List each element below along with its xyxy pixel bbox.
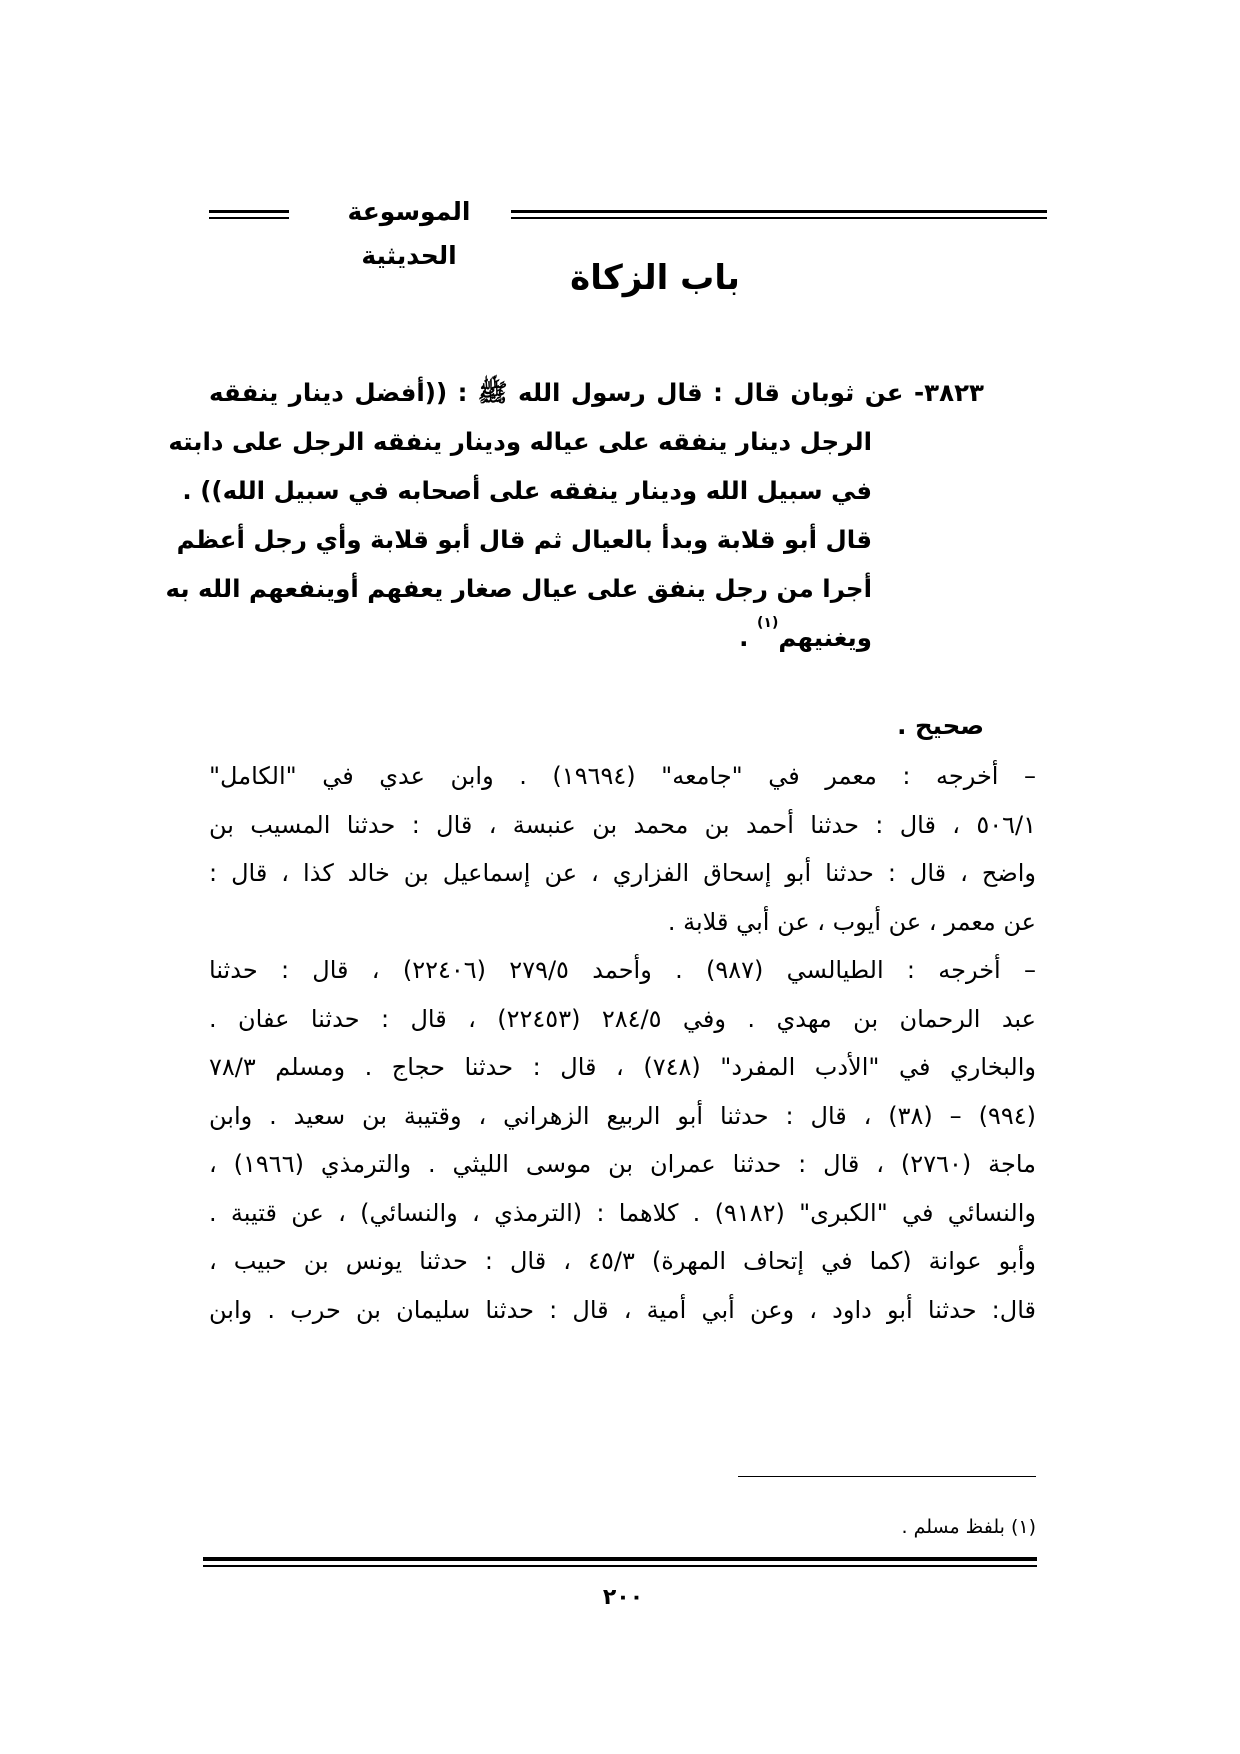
hadith-line: ويغنيهم$^{(١)}$ .	[739, 615, 872, 652]
body-line: والبخاري في "الأدب المفرد" (٧٤٨) ، قال : حدثنا حجاج . ومسلم ٧٨/٣	[209, 1053, 1036, 1081]
body-line: وأبو عوانة (كما في إتحاف المهرة) ٤٥/٣ ، قال : حدثنا يونس بن حبيب ،	[209, 1247, 1036, 1275]
footer-rule	[203, 1557, 1037, 1567]
body-line: ٥٠٦/١ ، قال : حدثنا أحمد بن محمد بن عنبسة ، قال : حدثنا المسيب بن	[209, 810, 1036, 839]
body-line: والنسائي في "الكبرى" (٩١٨٢) . كلاهما : (الترمذي ، والنسائي) ، عن قتيبة .	[209, 1198, 1036, 1227]
takhrij-text	[209, 752, 1036, 1334]
hadith-number: ٣٨٢٣-	[913, 378, 984, 407]
footnote-marker: (١)	[756, 615, 779, 631]
hadith-line: أجرا من رجل ينفق على عيال صغار يعفهم أوينفعهم الله به	[165, 574, 872, 603]
running-header	[209, 190, 1047, 270]
hadith-grade: صحيح .	[897, 711, 984, 740]
header-rule-right	[511, 210, 1047, 219]
page-number: ٢٠٠	[602, 1585, 644, 1610]
body-line: – أخرجه : معمر في "جامعه" (١٩٦٩٤) . وابن عدي في "الكامل"	[209, 762, 1036, 790]
running-title: الموسوعة الحديثية	[347, 197, 471, 270]
hadith-line: في سبيل الله ودينار ينفقه على أصحابه في سبيل الله)) .	[182, 476, 872, 505]
footnote-separator	[738, 1476, 1036, 1477]
body-line: – أخرجه : الطيالسي (٩٨٧) . وأحمد ٢٧٩/٥ (٢٢٤٠٦) ، قال : حدثنا	[209, 956, 1036, 984]
body-line: (٩٩٤) – (٣٨) ، قال : حدثنا أبو الربيع الزهراني ، وقتيبة بن سعيد . وابن	[209, 1101, 1036, 1130]
body-line: قال: حدثنا أبو داود ، وعن أبي أمية ، قال : حدثنا سليمان بن حرب . وابن	[209, 1295, 1036, 1324]
hadith-line: قال أبو قلابة وبدأ بالعيال ثم قال أبو قلابة وأي رجل أعظم	[176, 525, 872, 554]
body-line: عبد الرحمان بن مهدي . وفي ٢٨٤/٥ (٢٢٤٥٣) ، قال : حدثنا عفان .	[209, 1004, 1036, 1033]
body-line: واضح ، قال : حدثنا أبو إسحاق الفزاري ، عن إسماعيل بن خالد كذا ، قال :	[209, 859, 1036, 887]
footnote: (١) بلفظ مسلم .	[901, 1516, 1036, 1538]
header-rule-left	[209, 210, 289, 219]
hadith-line: ٣٨٢٣- عن ثوبان قال : قال رسول الله ﷺ : ((أفضل دينار ينفقه	[209, 378, 984, 407]
body-line: عن معمر ، عن أيوب ، عن أبي قلابة .	[667, 907, 1036, 936]
body-line: ماجة (٢٧٦٠) ، قال : حدثنا عمران بن موسى الليثي . والترمذي (١٩٦٦) ،	[209, 1150, 1036, 1178]
chapter-title: باب الزكاة	[570, 258, 740, 298]
hadith-line: الرجل دينار ينفقه على عياله ودينار ينفقه الرجل على دابته	[168, 427, 872, 456]
hadith-text	[165, 368, 984, 662]
